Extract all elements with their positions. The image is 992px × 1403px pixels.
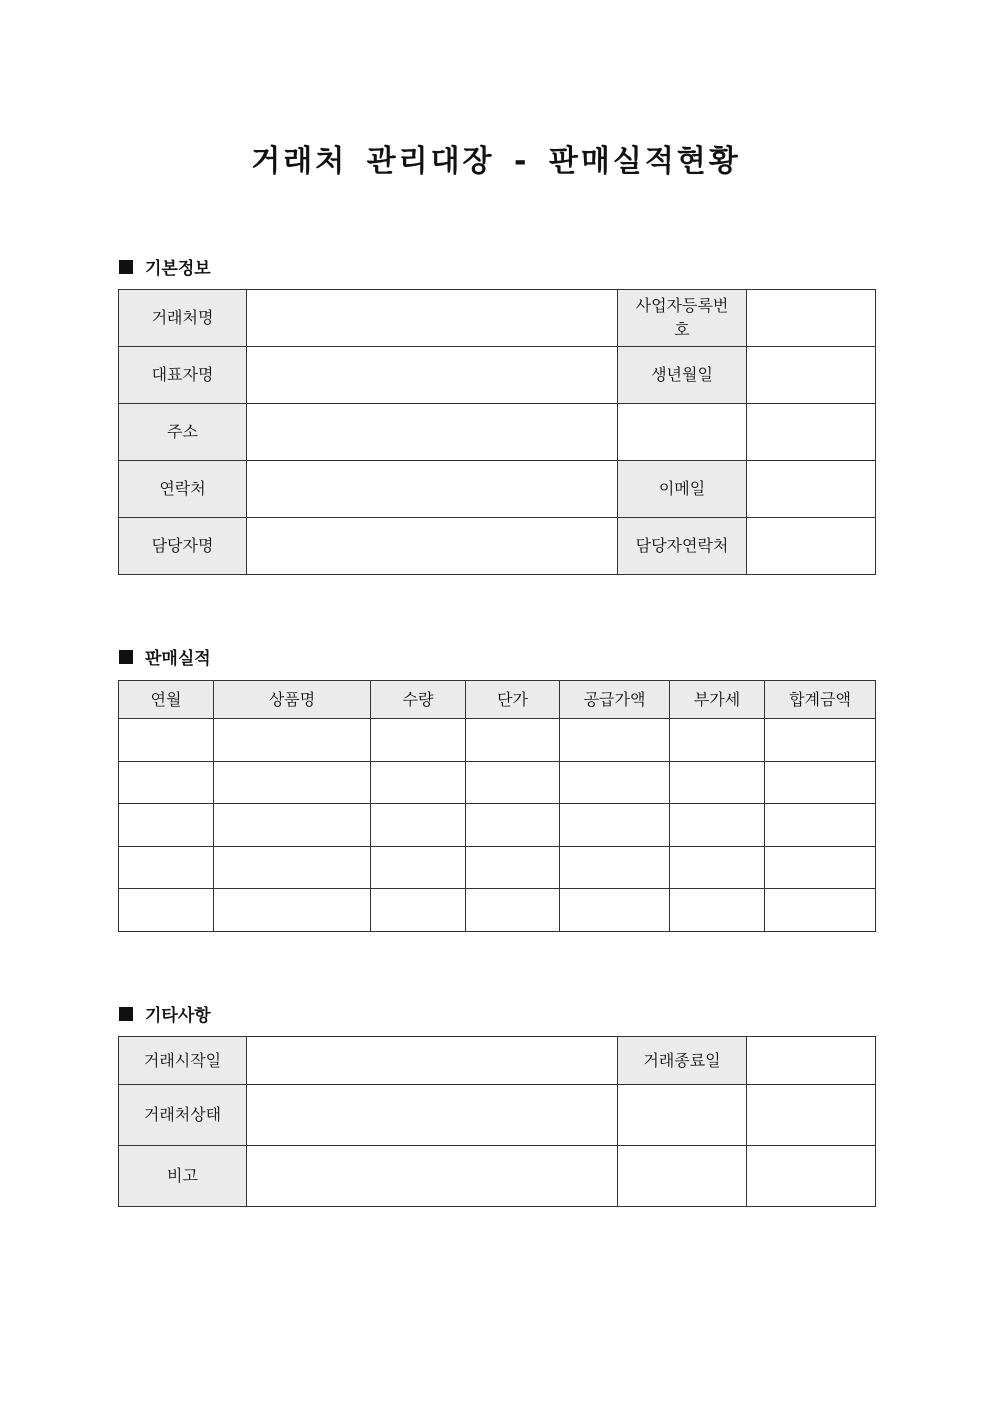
table-cell[interactable] xyxy=(670,889,765,932)
value-cell[interactable] xyxy=(618,404,747,461)
table-cell[interactable] xyxy=(214,846,371,889)
table-row xyxy=(119,1146,876,1207)
section-heading-basic-info xyxy=(119,254,211,279)
table-cell[interactable] xyxy=(765,846,876,889)
table-row xyxy=(119,347,876,404)
table-cell[interactable] xyxy=(560,889,670,932)
table-cell[interactable] xyxy=(670,804,765,847)
section-heading-sales xyxy=(119,644,211,669)
value-cell[interactable] xyxy=(747,290,876,347)
table-cell[interactable] xyxy=(670,846,765,889)
table-cell[interactable] xyxy=(214,761,371,804)
section-heading-etc xyxy=(119,1001,211,1026)
basic-info-table xyxy=(118,289,876,575)
table-cell[interactable] xyxy=(214,719,371,762)
section-heading-label: 기타사항 xyxy=(145,1006,211,1026)
label-cell: 담당자연락처 xyxy=(618,518,747,575)
column-header: 상품명 xyxy=(214,681,371,719)
column-header: 연월 xyxy=(119,681,214,719)
value-cell[interactable] xyxy=(247,461,618,518)
table-cell[interactable] xyxy=(371,889,466,932)
table-cell[interactable] xyxy=(371,804,466,847)
value-cell[interactable] xyxy=(747,1037,876,1085)
black-square-icon xyxy=(119,1007,133,1021)
label-cell: 사업자등록번호 xyxy=(618,290,747,347)
table-cell[interactable] xyxy=(466,804,560,847)
table-row xyxy=(119,290,876,347)
column-header: 부가세 xyxy=(670,681,765,719)
table-cell[interactable] xyxy=(765,804,876,847)
table-row xyxy=(119,1085,876,1146)
value-cell[interactable] xyxy=(747,1085,876,1146)
value-cell[interactable] xyxy=(618,1085,747,1146)
table-cell[interactable] xyxy=(371,761,466,804)
label-cell: 담당자명 xyxy=(119,518,247,575)
black-square-icon xyxy=(119,650,133,664)
table-cell[interactable] xyxy=(119,719,214,762)
table-cell[interactable] xyxy=(214,804,371,847)
label-cell: 거래종료일 xyxy=(618,1037,747,1085)
column-header: 단가 xyxy=(466,681,560,719)
table-cell[interactable] xyxy=(560,804,670,847)
table-cell[interactable] xyxy=(466,719,560,762)
table-row xyxy=(119,461,876,518)
table-cell[interactable] xyxy=(119,804,214,847)
table-cell[interactable] xyxy=(466,761,560,804)
table-row xyxy=(119,719,876,762)
sales-table xyxy=(118,680,876,932)
label-cell: 이메일 xyxy=(618,461,747,518)
label-cell: 생년월일 xyxy=(618,347,747,404)
table-cell[interactable] xyxy=(560,719,670,762)
table-cell[interactable] xyxy=(119,889,214,932)
table-row xyxy=(119,518,876,575)
table-cell[interactable] xyxy=(119,761,214,804)
value-cell[interactable] xyxy=(247,1085,618,1146)
black-square-icon xyxy=(119,260,133,274)
value-cell[interactable] xyxy=(747,404,876,461)
value-cell[interactable] xyxy=(247,1037,618,1085)
label-cell: 주소 xyxy=(119,404,247,461)
value-cell[interactable] xyxy=(247,518,618,575)
value-cell[interactable] xyxy=(247,290,618,347)
table-cell[interactable] xyxy=(466,889,560,932)
column-header: 수량 xyxy=(371,681,466,719)
table-cell[interactable] xyxy=(765,719,876,762)
column-header: 공급가액 xyxy=(560,681,670,719)
table-cell[interactable] xyxy=(371,846,466,889)
table-cell[interactable] xyxy=(466,846,560,889)
table-cell[interactable] xyxy=(560,761,670,804)
label-cell: 거래처명 xyxy=(119,290,247,347)
table-row xyxy=(119,846,876,889)
table-row xyxy=(119,889,876,932)
value-cell[interactable] xyxy=(747,461,876,518)
label-cell: 거래처상태 xyxy=(119,1085,247,1146)
table-row xyxy=(119,804,876,847)
section-heading-label: 기본정보 xyxy=(145,259,211,279)
table-row xyxy=(119,404,876,461)
table-header-row xyxy=(119,681,876,719)
table-cell[interactable] xyxy=(560,846,670,889)
column-header: 합계금액 xyxy=(765,681,876,719)
section-heading-label: 판매실적 xyxy=(145,649,211,669)
table-cell[interactable] xyxy=(670,719,765,762)
label-cell: 비고 xyxy=(119,1146,247,1207)
label-cell: 거래시작일 xyxy=(119,1037,247,1085)
page-title: 거래처 관리대장 - 판매실적현황 xyxy=(251,144,741,179)
table-cell[interactable] xyxy=(670,761,765,804)
value-cell[interactable] xyxy=(747,518,876,575)
value-cell[interactable] xyxy=(747,1146,876,1207)
value-cell[interactable] xyxy=(247,1146,618,1207)
value-cell[interactable] xyxy=(618,1146,747,1207)
table-row xyxy=(119,761,876,804)
label-cell: 연락처 xyxy=(119,461,247,518)
table-cell[interactable] xyxy=(765,889,876,932)
value-cell[interactable] xyxy=(247,347,618,404)
table-cell[interactable] xyxy=(214,889,371,932)
label-cell: 대표자명 xyxy=(119,347,247,404)
value-cell[interactable] xyxy=(247,404,618,461)
table-cell[interactable] xyxy=(765,761,876,804)
value-cell[interactable] xyxy=(747,347,876,404)
etc-table xyxy=(118,1036,876,1207)
table-cell[interactable] xyxy=(371,719,466,762)
table-row xyxy=(119,1037,876,1085)
table-cell[interactable] xyxy=(119,846,214,889)
